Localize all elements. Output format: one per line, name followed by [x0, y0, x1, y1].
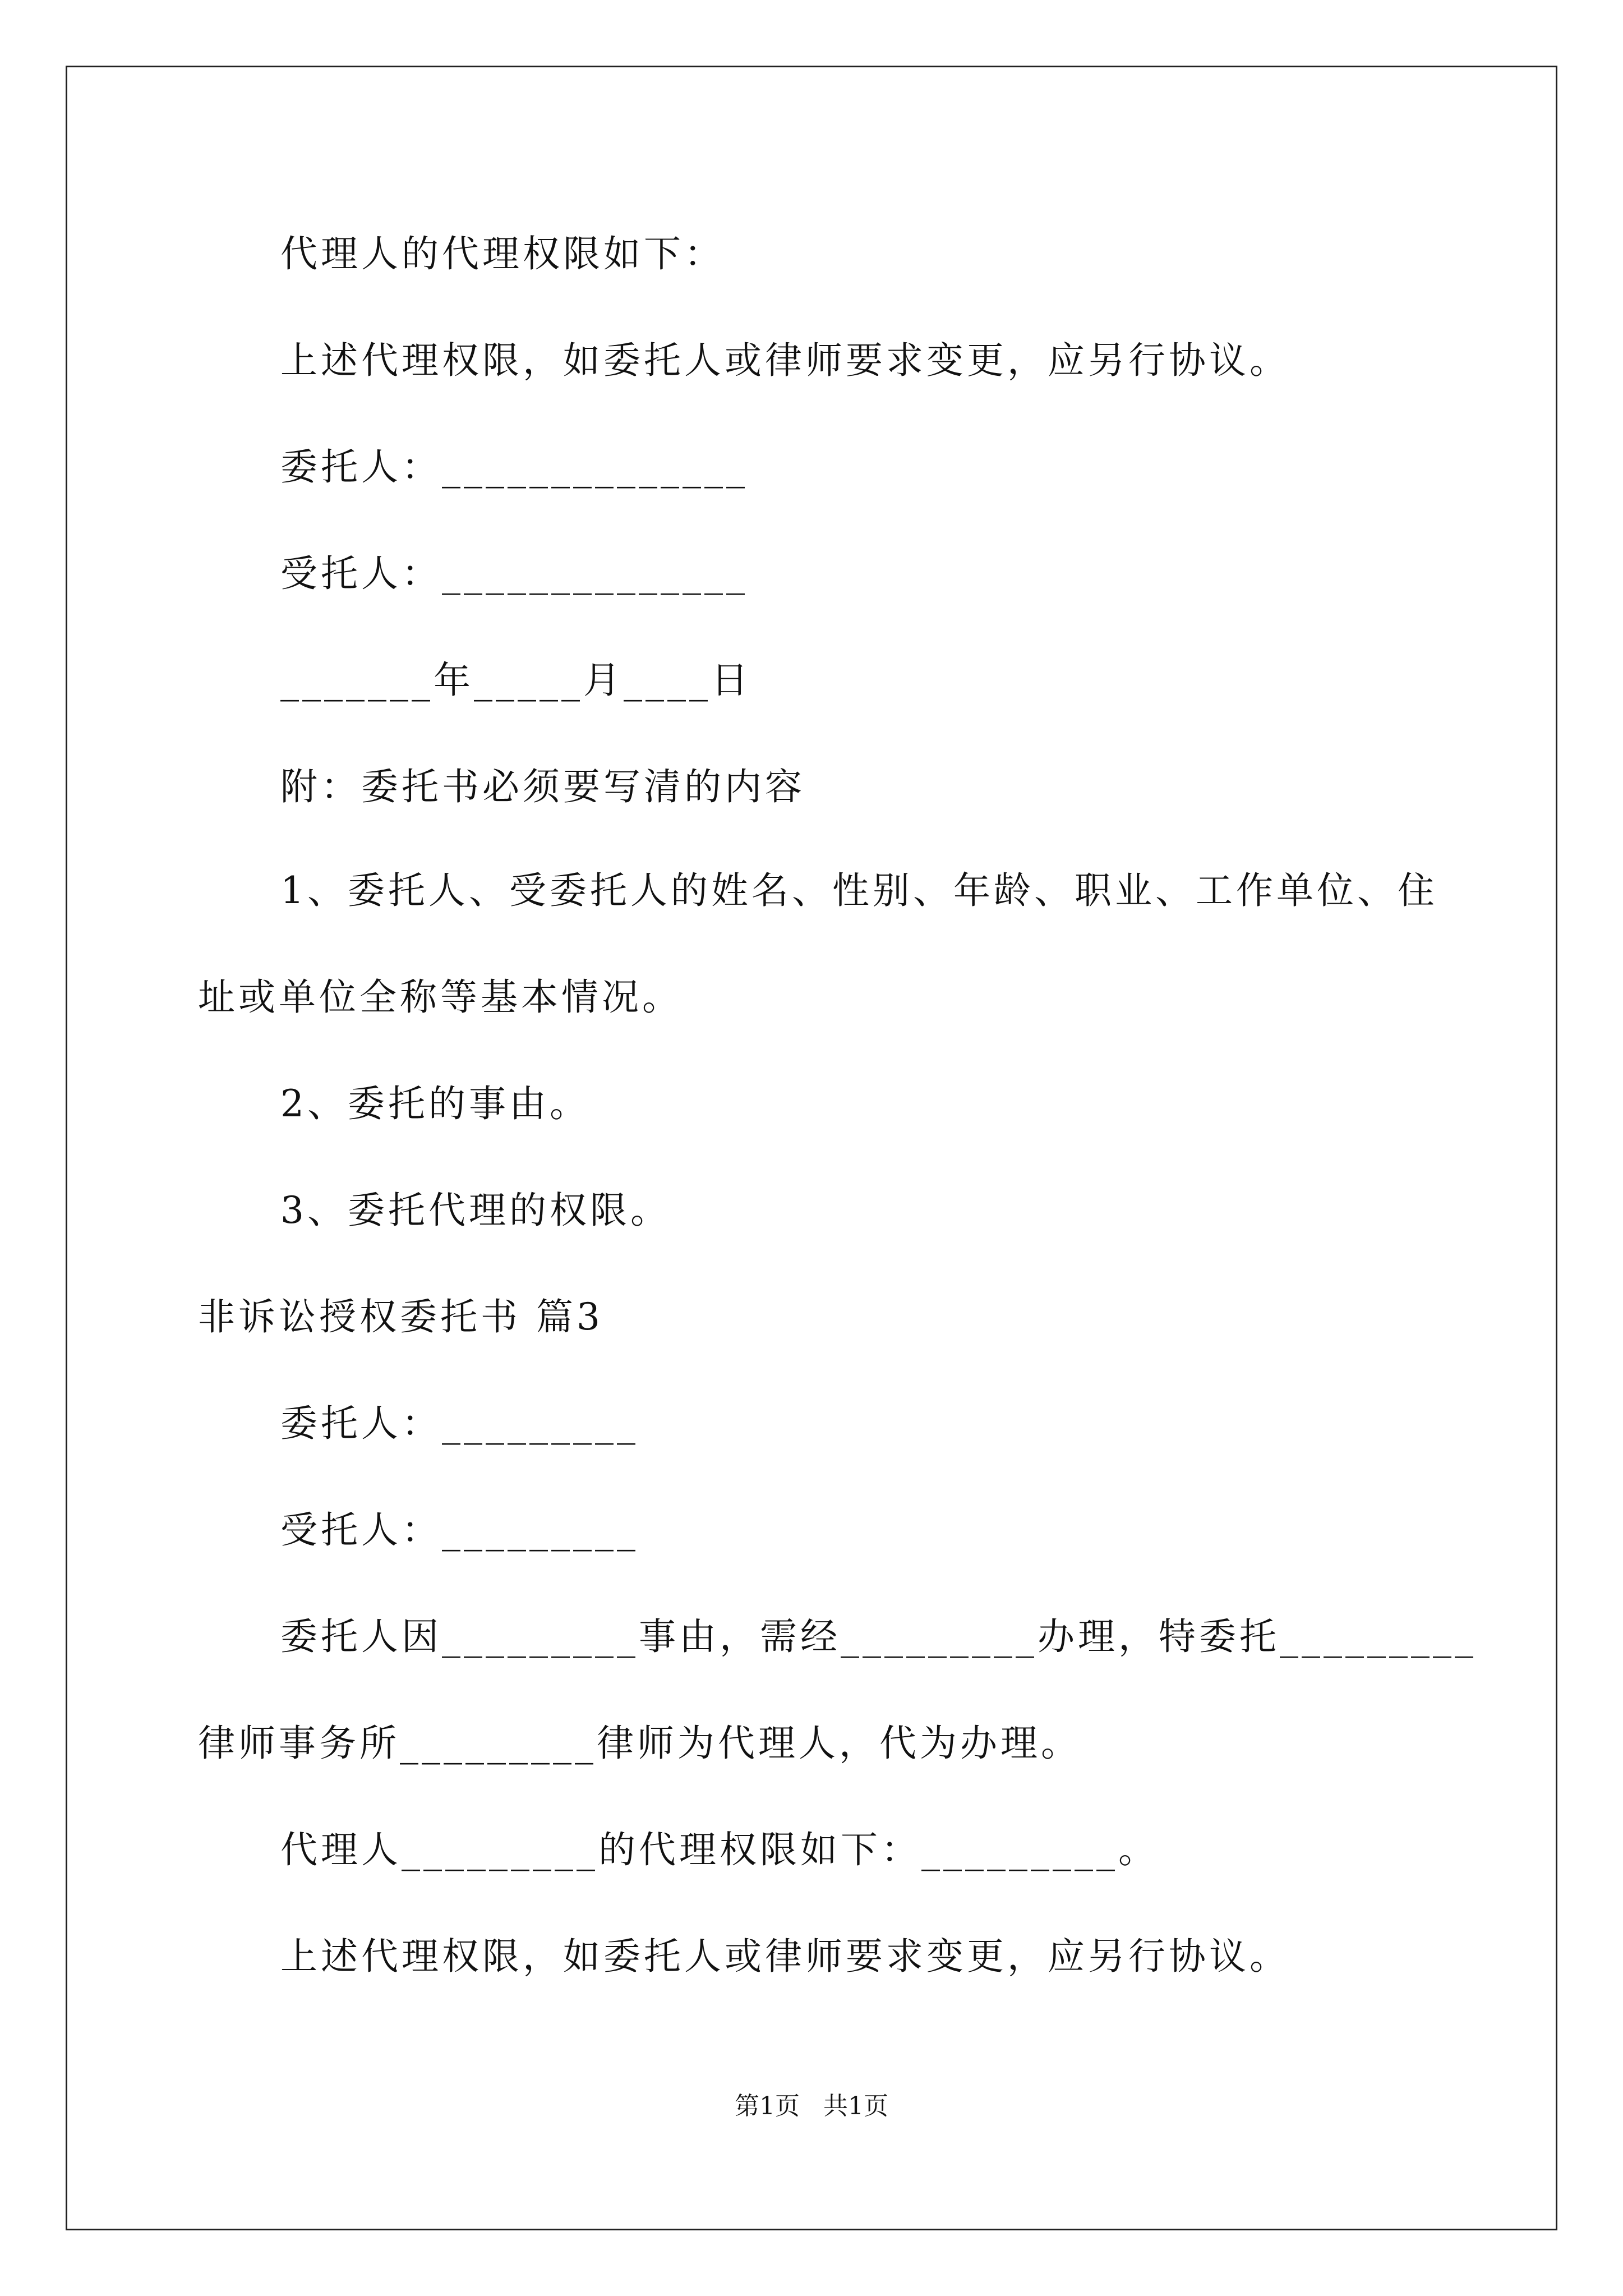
text-line: _______年_____月____日: [280, 659, 751, 702]
text-line: 1、委托人、受委托人的姓名、性别、年龄、职业、工作单位、住: [280, 869, 1438, 912]
text-line: 上述代理权限，如委托人或律师要求变更，应另行协议。: [280, 1935, 1290, 1978]
text-line: 3、委托代理的权限。: [280, 1189, 671, 1232]
text-line: 律师事务所_________律师为代理人，代为办理。: [198, 1722, 1081, 1765]
text-line: 受托人：_________: [280, 1508, 639, 1552]
text-line: 附：委托书必须要写清的内容: [280, 765, 805, 808]
text-line: 委托人因_________事由，需经_________办理，特委托_________: [280, 1615, 1477, 1658]
page-border: [66, 66, 1557, 2230]
text-line: 委托人：______________: [280, 445, 748, 489]
text-line: 代理人_________的代理权限如下：_________。: [280, 1828, 1159, 1871]
text-line: 委托人：_________: [280, 1402, 639, 1445]
section-heading: 非诉讼授权委托书 篇3: [198, 1295, 603, 1338]
text-line: 2、委托的事由。: [280, 1082, 590, 1125]
text-line: 代理人的代理权限如下：: [280, 232, 725, 275]
text-line: 址或单位全称等基本情况。: [198, 976, 683, 1019]
page-footer: 第1页 共1页: [735, 2092, 888, 2120]
text-line: 受托人：______________: [280, 552, 748, 595]
text-line: 上述代理权限，如委托人或律师要求变更，应另行协议。: [280, 339, 1290, 382]
